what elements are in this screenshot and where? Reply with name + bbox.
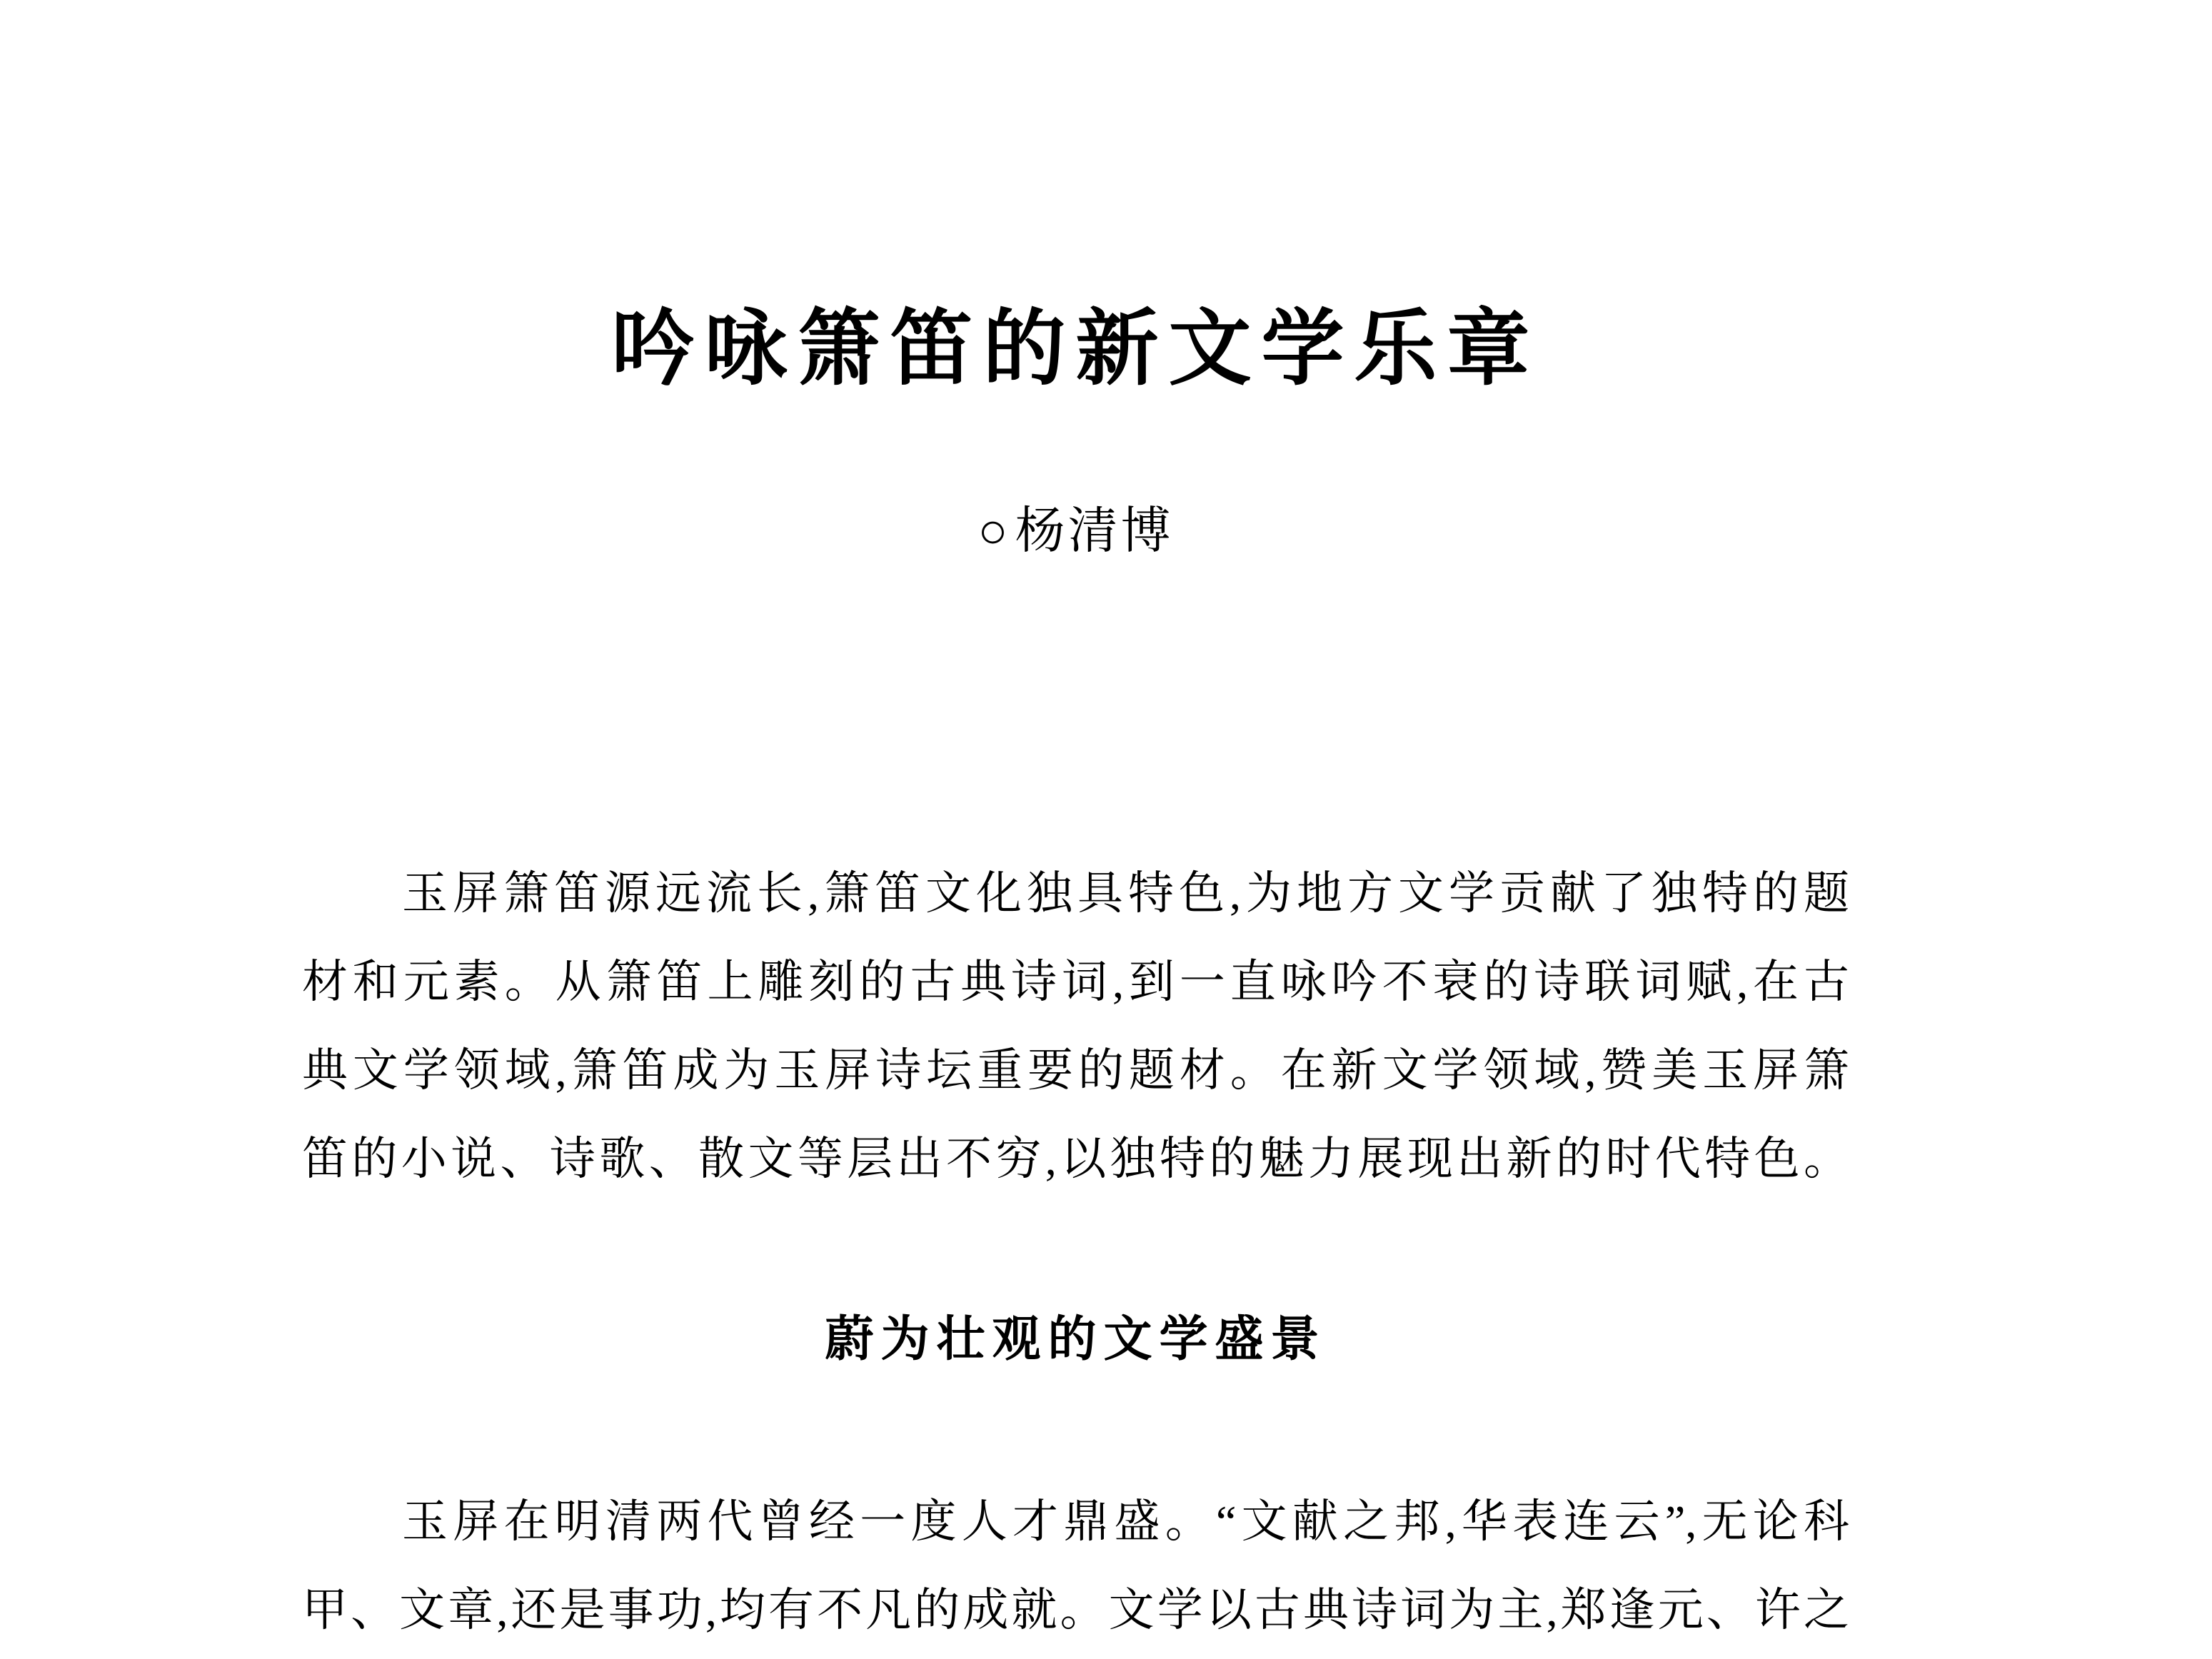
paragraph-line: 笛的小说、诗歌、散文等层出不穷,以独特的魅力展现出新的时代特色。 bbox=[302, 1134, 1849, 1184]
paragraph-line: 材和元素。从箫笛上雕刻的古典诗词,到一直咏吟不衰的诗联词赋,在古 bbox=[302, 957, 1849, 1007]
paragraph-line: 玉屏箫笛源远流长,箫笛文化独具特色,为地方文学贡献了独特的题 bbox=[402, 868, 1849, 919]
author-byline bbox=[302, 496, 1849, 568]
paragraph-line: 典文学领域,箫笛成为玉屏诗坛重要的题材。在新文学领域,赞美玉屏箫 bbox=[302, 1045, 1849, 1096]
paragraph-line: 玉屏在明清两代曾经一度人才鼎盛。“文献之邦,华表连云”,无论科 bbox=[402, 1496, 1849, 1547]
section-heading: 蔚为壮观的文学盛景 bbox=[825, 1312, 1327, 1366]
paragraph-1 bbox=[302, 849, 1849, 1204]
article-title: 吟咏箫笛的新文学乐章 bbox=[611, 304, 1540, 395]
author-name: 杨清博 bbox=[1015, 504, 1174, 559]
author-marker-circle-icon: ○ bbox=[977, 504, 1011, 559]
paragraph-2 bbox=[302, 1478, 1849, 1655]
paragraph-line: 甲、文章,还是事功,均有不凡的成就。文学以古典诗词为主,郑逢元、许之 bbox=[302, 1585, 1849, 1635]
